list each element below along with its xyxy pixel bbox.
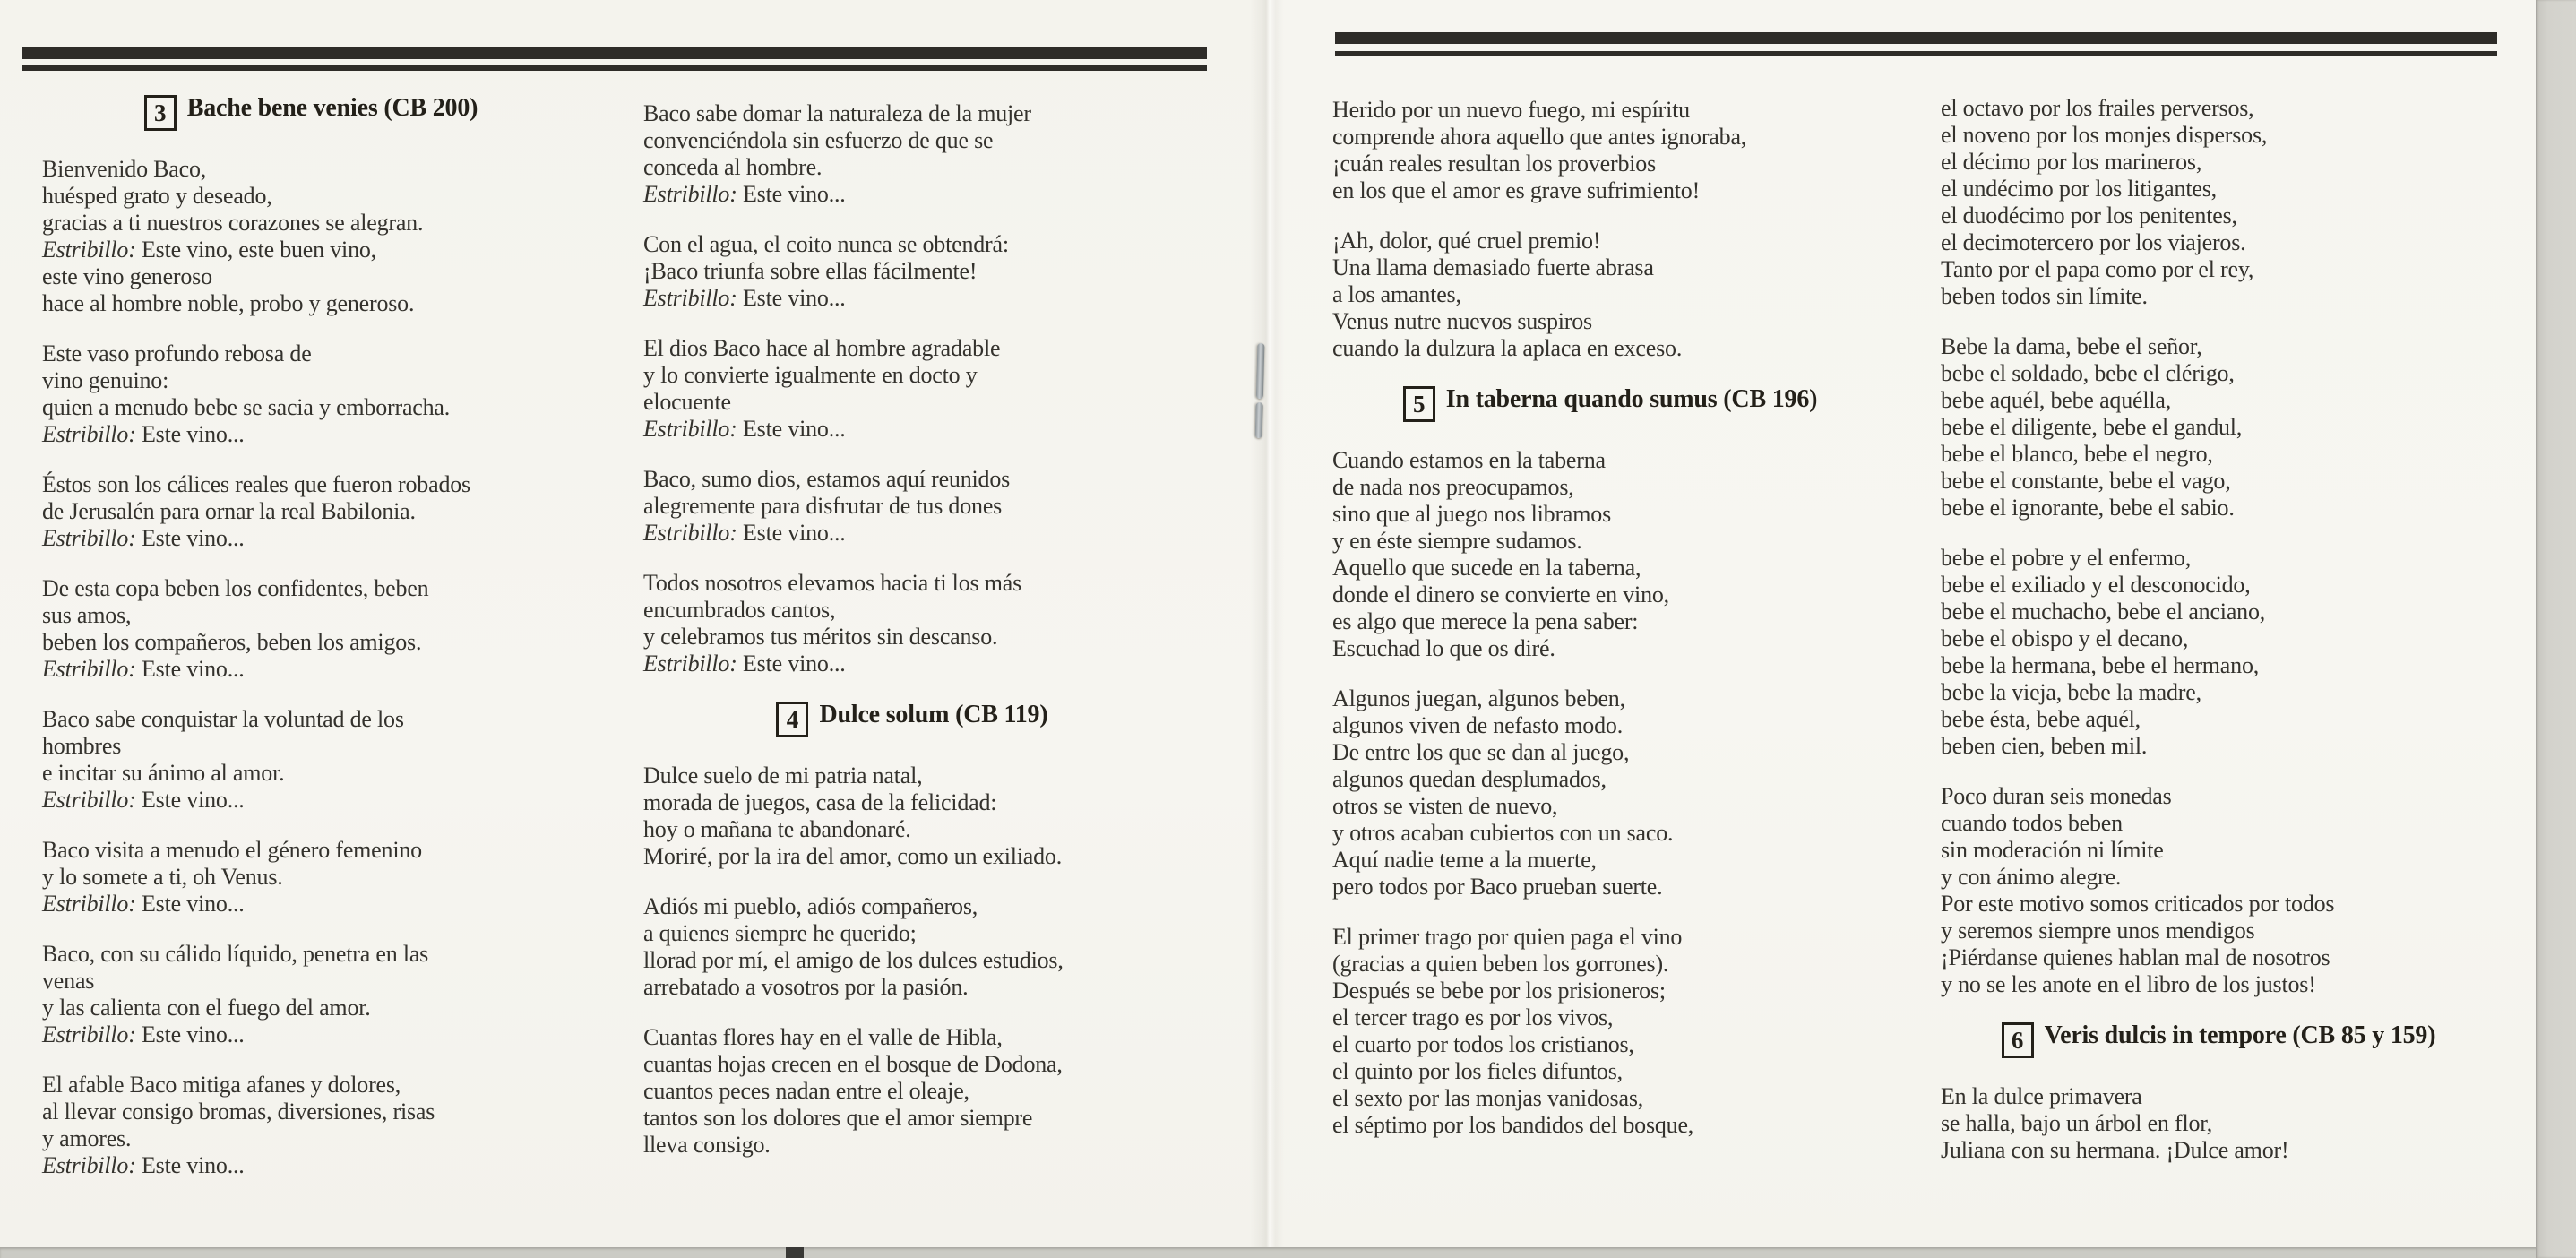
lyric-line: Este vaso profundo rebosa de (42, 340, 312, 366)
lyric-line: Estribillo: Este vino... (42, 1021, 245, 1047)
lyric-line: el décimo por los marineros, (1941, 149, 2202, 175)
lyric-line: Tanto por el papa como por el rey, (1941, 256, 2254, 282)
lyrics-column-2 (643, 100, 1181, 1182)
stanza (1332, 924, 1888, 1139)
stanza (1332, 97, 1888, 204)
lyric-line: Estribillo: Este vino... (42, 1152, 245, 1178)
lyric-line: bebe el soldado, bebe el clérigo, (1941, 360, 2235, 386)
lyric-line: el séptimo por los bandidos del bosque, (1332, 1112, 1694, 1138)
lyric-line: De esta copa beben los confidentes, beben (42, 575, 429, 601)
lyric-line: el sexto por las monjas vanidosas, (1332, 1085, 1644, 1111)
lyric-line: alegremente para disfrutar de tus dones (643, 493, 1003, 519)
lyric-line: cuantas hojas crecen en el bosque de Dodona, (643, 1051, 1063, 1077)
lyric-line: el cuarto por todos los cristianos, (1332, 1031, 1634, 1057)
stanza (643, 1024, 1181, 1159)
stanza (643, 570, 1181, 677)
lyric-line: otros se visten de nuevo, (1332, 793, 1558, 819)
lyric-line: bebe ésta, bebe aquél, (1941, 706, 2141, 732)
song-title-text: Veris dulcis in tempore (CB 85 y 159) (2044, 1021, 2436, 1049)
lyric-line: Adiós mi pueblo, adiós compañeros, (643, 893, 978, 919)
refrain-label: Estribillo: (643, 651, 737, 676)
stanza (1941, 545, 2496, 760)
lyric-line: comprende ahora aquello que antes ignoraba, (1332, 124, 1747, 150)
lyric-line: Baco sabe domar la naturaleza de la mujer (643, 100, 1031, 126)
lyric-line: Estribillo: Este vino... (643, 285, 846, 311)
lyric-line: bebe el blanco, bebe el negro, (1941, 441, 2213, 467)
lyric-line: Estribillo: Este vino, este buen vino, (42, 237, 376, 263)
staple-prong-top (1256, 343, 1265, 399)
lyric-line: el noveno por los monjes dispersos, (1941, 122, 2268, 148)
refrain-label: Estribillo: (42, 1152, 136, 1178)
lyric-line: Estribillo: Este vino... (42, 656, 245, 682)
lyric-line: El afable Baco mitiga afanes y dolores, (42, 1072, 401, 1098)
lyric-line: Aquí nadie teme a la muerte, (1332, 847, 1597, 873)
lyric-line: vino genuino: (42, 367, 169, 393)
lyric-line: beben todos sin límite. (1941, 283, 2148, 309)
refrain-label: Estribillo: (42, 656, 136, 682)
stanza (42, 837, 580, 918)
song-title (1332, 385, 1888, 422)
lyric-line: Estribillo: Este vino... (643, 416, 846, 442)
lyric-line: bebe el obispo y el decano, (1941, 625, 2189, 651)
lyric-line: y lo somete a ti, oh Venus. (42, 864, 283, 890)
stanza (42, 156, 580, 317)
lyric-line: gracias a ti nuestros corazones se alegran. (42, 210, 424, 236)
stanza (643, 763, 1181, 870)
lyric-line: Venus nutre nuevos suspiros (1332, 308, 1592, 334)
lyric-line: al llevar consigo bromas, diversiones, risas (42, 1099, 435, 1124)
lyric-line: a quienes siempre he querido; (643, 920, 917, 946)
lyric-line: Una llama demasiado fuerte abrasa (1332, 254, 1654, 280)
lyric-line: bebe el diligente, bebe el gandul, (1941, 414, 2243, 440)
booklet-page-left (0, 0, 1266, 1258)
booklet-page-right (1266, 0, 2536, 1258)
refrain-label: Estribillo: (42, 1021, 136, 1047)
stanza (1332, 685, 1888, 900)
lyric-line: y con ánimo alegre. (1941, 864, 2122, 890)
lyric-line: Todos nosotros elevamos hacia ti los más (643, 570, 1022, 596)
lyric-line: y lo convierte igualmente en docto y (643, 362, 978, 388)
bottom-edge-dark-mark (786, 1247, 804, 1258)
lyric-line: e incitar su ánimo al amor. (42, 760, 285, 786)
refrain-label: Estribillo: (42, 525, 136, 551)
lyric-line: y las calienta con el fuego del amor. (42, 995, 371, 1021)
lyric-line: (gracias a quien beben los gorrones). (1332, 951, 1669, 977)
lyric-line: Bienvenido Baco, (42, 156, 207, 182)
lyric-line: bebe el constante, bebe el vago, (1941, 468, 2231, 494)
lyric-line: el undécimo por los litigantes, (1941, 176, 2217, 202)
lyric-line: algunos viven de nefasto modo. (1332, 712, 1623, 738)
lyric-line: El primer trago por quien paga el vino (1332, 924, 1683, 950)
stanza (42, 1072, 580, 1179)
top-rule-thin (22, 65, 1207, 71)
lyric-line: convenciéndola sin esfuerzo de que se (643, 127, 994, 153)
lyric-line: Con el agua, el coito nunca se obtendrá: (643, 231, 1009, 257)
stanza (1941, 95, 2496, 310)
lyric-line: este vino generoso (42, 263, 212, 289)
lyric-line: lleva consigo. (643, 1132, 771, 1158)
lyric-line: Herido por un nuevo fuego, mi espíritu (1332, 97, 1690, 123)
lyric-line: sino que al juego nos libramos (1332, 501, 1612, 527)
lyric-line: Algunos juegan, algunos beben, (1332, 685, 1625, 711)
lyric-line: Aquello que sucede en la taberna, (1332, 555, 1641, 581)
lyric-line: Baco, sumo dios, estamos aquí reunidos (643, 466, 1011, 492)
lyric-line: Estribillo: Este vino... (42, 787, 245, 813)
lyrics-column-1 (42, 94, 580, 1202)
lyric-line: Estribillo: Este vino... (42, 525, 245, 551)
staple-prong-bottom (1255, 402, 1263, 438)
lyric-line: arrebatado a vosotros por la pasión. (643, 974, 969, 1000)
lyric-line: pero todos por Baco prueban suerte. (1332, 874, 1663, 900)
lyric-line: Baco, con su cálido líquido, penetra en las (42, 941, 429, 967)
lyric-line: y no se les anote en el libro de los justos! (1941, 971, 2316, 997)
lyric-line: y en éste siempre sudamos. (1332, 528, 1582, 554)
stanza (643, 335, 1181, 443)
lyric-line: y otros acaban cubiertos con un saco. (1332, 820, 1674, 846)
song-title (42, 94, 580, 131)
lyric-line: de nada nos preocupamos, (1332, 474, 1574, 500)
song-title-text: Bache bene venies (CB 200) (186, 94, 478, 122)
top-rule-thick (1335, 32, 2497, 44)
stanza (1332, 228, 1888, 362)
lyric-line: ¡Baco triunfa sobre ellas fácilmente! (643, 258, 978, 284)
refrain-label: Estribillo: (42, 237, 136, 263)
lyric-line: hoy o mañana te abandonaré. (643, 816, 911, 842)
lyric-line: bebe el pobre y el enfermo, (1941, 545, 2192, 571)
lyric-line: El dios Baco hace al hombre agradable (643, 335, 1001, 361)
lyric-line: Estribillo: Este vino... (643, 520, 846, 546)
lyric-line: conceda al hombre. (643, 154, 823, 180)
song-title-text: In taberna quando sumus (CB 196) (1445, 385, 1818, 413)
lyric-line: sin moderación ni límite (1941, 837, 2164, 863)
stanza (1941, 783, 2496, 998)
track-number-box: 3 (144, 95, 177, 131)
stanza (42, 340, 580, 448)
refrain-label: Estribillo: (42, 421, 136, 447)
song-title (643, 701, 1181, 737)
track-number-box: 4 (776, 702, 808, 737)
lyric-line: de Jerusalén para ornar la real Babilonia. (42, 498, 416, 524)
stanza (643, 466, 1181, 547)
lyric-line: En la dulce primavera (1941, 1083, 2142, 1109)
lyric-line: encumbrados cantos, (643, 597, 836, 623)
lyric-line: el duodécimo por los penitentes, (1941, 202, 2237, 228)
lyric-line: ¡cuán reales resultan los proverbios (1332, 151, 1657, 177)
scan-right-edge (2536, 0, 2576, 1258)
lyric-line: en los que el amor es grave sufrimiento! (1332, 177, 1701, 203)
refrain-label: Estribillo: (643, 520, 737, 546)
refrain-label: Estribillo: (643, 181, 737, 207)
lyric-line: y seremos siempre unos mendigos (1941, 918, 2255, 944)
stanza (42, 575, 580, 683)
lyric-line: Estribillo: Este vino... (643, 651, 846, 676)
lyric-line: Estribillo: Este vino... (42, 421, 245, 447)
lyric-line: algunos quedan desplumados, (1332, 766, 1607, 792)
stanza (643, 893, 1181, 1001)
lyric-line: Éstos son los cálices reales que fueron robados (42, 471, 470, 497)
lyric-line: a los amantes, (1332, 281, 1461, 307)
lyric-line: Estribillo: Este vino... (42, 891, 245, 917)
stanza (643, 100, 1181, 208)
lyric-line: y celebramos tus méritos sin descanso. (643, 624, 998, 650)
refrain-label: Estribillo: (42, 787, 136, 813)
lyric-line: llorad por mí, el amigo de los dulces estudios, (643, 947, 1064, 973)
track-number-box: 6 (2002, 1022, 2034, 1058)
lyric-line: Cuando estamos en la taberna (1332, 447, 1606, 473)
lyric-line: cuando todos beben (1941, 810, 2123, 836)
lyric-line: tantos son los dolores que el amor siempre (643, 1105, 1033, 1131)
lyric-line: bebe la hermana, bebe el hermano, (1941, 652, 2260, 678)
lyric-line: bebe aquél, bebe aquélla, (1941, 387, 2172, 413)
lyric-line: Moriré, por la ira del amor, como un exiliado. (643, 843, 1063, 869)
lyric-line: Estribillo: Este vino... (643, 181, 846, 207)
lyric-line: bebe el ignorante, bebe el sabio. (1941, 495, 2235, 521)
lyric-line: quien a menudo bebe se sacia y emborracha. (42, 394, 451, 420)
lyric-line: hace al hombre noble, probo y generoso. (42, 290, 415, 316)
lyric-line: sus amos, (42, 602, 132, 628)
stanza (42, 941, 580, 1048)
lyric-line: venas (42, 968, 95, 994)
lyric-line: Baco visita a menudo el género femenino (42, 837, 422, 863)
lyric-line: el quinto por los fieles difuntos, (1332, 1058, 1623, 1084)
lyric-line: bebe la vieja, bebe la madre, (1941, 679, 2201, 705)
lyric-line: beben cien, beben mil. (1941, 733, 2148, 759)
stanza (1941, 1083, 2496, 1164)
lyric-line: Después se bebe por los prisioneros; (1332, 978, 1666, 1004)
lyric-line: el octavo por los frailes perversos, (1941, 95, 2254, 121)
refrain-label: Estribillo: (643, 285, 737, 311)
lyric-line: y amores. (42, 1125, 132, 1151)
song-title (1941, 1021, 2496, 1058)
lyric-line: Juliana con su hermana. ¡Dulce amor! (1941, 1137, 2289, 1163)
lyric-line: De entre los que se dan al juego, (1332, 739, 1630, 765)
lyric-line: Cuantas flores hay en el valle de Hibla, (643, 1024, 1003, 1050)
lyric-line: donde el dinero se convierte en vino, (1332, 582, 1669, 607)
lyric-line: Poco duran seis monedas (1941, 783, 2172, 809)
lyric-line: el decimotercero por los viajeros. (1941, 229, 2246, 255)
lyric-line: se halla, bajo un árbol en flor, (1941, 1110, 2213, 1136)
lyric-line: bebe el muchacho, bebe el anciano, (1941, 599, 2266, 625)
lyric-line: hombres (42, 733, 122, 759)
song-title-text: Dulce solum (CB 119) (819, 701, 1048, 728)
refrain-label: Estribillo: (42, 891, 136, 917)
lyric-line: ¡Piérdanse quienes hablan mal de nosotros (1941, 944, 2330, 970)
lyric-line: el tercer trago es por los vivos, (1332, 1004, 1614, 1030)
lyric-line: Baco sabe conquistar la voluntad de los (42, 706, 404, 732)
stanza (42, 471, 580, 552)
lyric-line: cuantos peces nadan entre el oleaje, (643, 1078, 969, 1104)
lyric-line: Bebe la dama, bebe el señor, (1941, 333, 2202, 359)
lyric-line: cuando la dulzura la aplaca en exceso. (1332, 335, 1683, 361)
lyric-line: Dulce suelo de mi patria natal, (643, 763, 923, 788)
lyric-line: morada de juegos, casa de la felicidad: (643, 789, 997, 815)
stanza (1332, 447, 1888, 662)
top-rule-thick (22, 47, 1207, 59)
lyric-line: huésped grato y deseado, (42, 183, 272, 209)
refrain-label: Estribillo: (643, 416, 737, 442)
stanza (643, 231, 1181, 312)
lyrics-column-4 (1941, 95, 2496, 1187)
lyric-line: bebe el exiliado y el desconocido, (1941, 572, 2251, 598)
lyric-line: Escuchad lo que os diré. (1332, 635, 1555, 661)
stanza (1941, 333, 2496, 521)
track-number-box: 5 (1403, 386, 1435, 422)
lyric-line: elocuente (643, 389, 731, 415)
lyric-line: Por este motivo somos criticados por todos (1941, 891, 2335, 917)
stanza (42, 706, 580, 814)
lyrics-column-3 (1332, 97, 1888, 1162)
lyric-line: ¡Ah, dolor, qué cruel premio! (1332, 228, 1601, 254)
scan-bottom-edge (0, 1247, 2576, 1258)
staple (1253, 343, 1268, 442)
top-rule-thin (1335, 51, 2497, 56)
lyric-line: es algo que merece la pena saber: (1332, 608, 1639, 634)
lyric-line: beben los compañeros, beben los amigos. (42, 629, 422, 655)
